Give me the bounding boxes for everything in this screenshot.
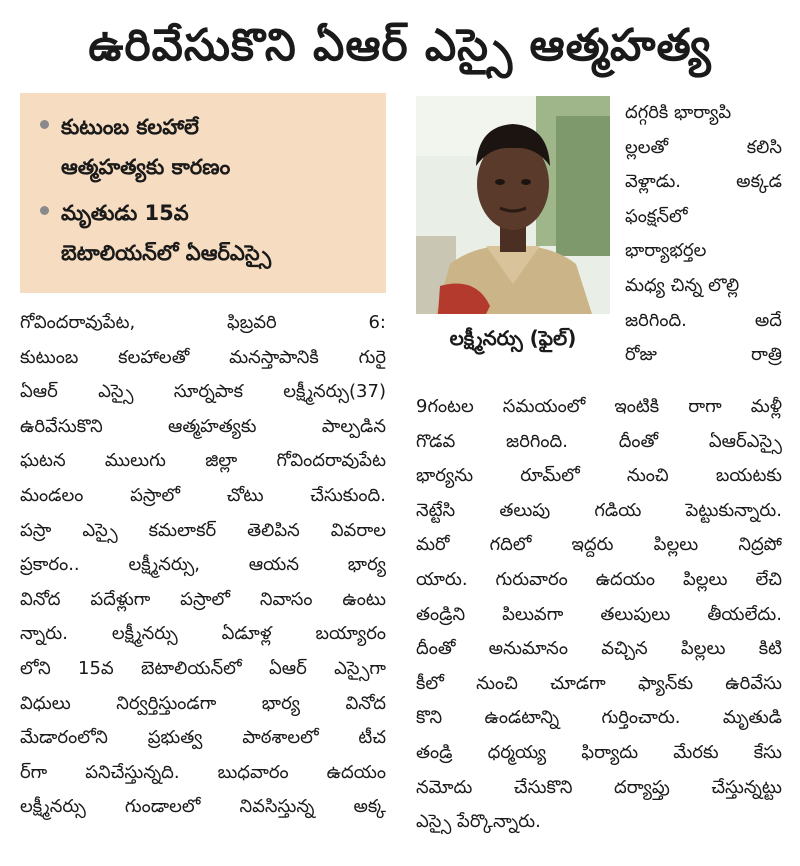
article-line: నమోదు చేసుకొని దర్యాప్తు చేస్తున్నట్టు — [416, 776, 782, 798]
article-line: తండ్రి ధర్మయ్య ఫిర్యాదు మేరకు కేసు — [416, 741, 782, 763]
article-line: దగ్గరికి భార్యాపి — [625, 102, 732, 123]
article-left-column — [20, 306, 386, 825]
highlights-box — [20, 93, 386, 293]
article-line: విధులు నిర్వర్తిస్తుండగా భార్య వినోద — [20, 692, 386, 714]
article-line: ఎస్సై పేర్కొన్నారు. — [416, 811, 541, 833]
portrait-photo — [416, 96, 610, 314]
highlight-item — [40, 193, 376, 273]
highlight-line: బెటాలియన్‌లో ఏఆర్ఎస్సై — [61, 241, 272, 265]
article-line: వినోద పదేళ్లుగా పస్రాలో నివాసం ఉంటు — [20, 588, 386, 610]
article-line: 9గంటల సమయంలో ఇంటికి రాగా మళ్లీ — [416, 396, 782, 417]
article-line: ల్లలతో కలిసి — [625, 136, 782, 158]
article-line: తండ్రిని పిలువగా తలుపులు తీయలేదు. — [416, 603, 782, 625]
portrait-photo-icon — [416, 96, 610, 314]
article-line: కీలో నుంచి చూడగా ఫ్యాన్‌కు ఉరివేసు — [416, 672, 782, 694]
article-line: నెట్టేసి తలుపు గడియ పెట్టుకున్నారు. — [416, 499, 782, 521]
article-line: వెళ్లాడు. అక్కడ — [625, 171, 782, 193]
article-line: యారు. గురువారం ఉదయం పిల్లలు లేచి — [416, 568, 782, 590]
article-line: దీంతో అనుమానం వచ్చిన పిల్లలు కిటి — [416, 638, 782, 660]
article-line: ఫంక్షన్‌లో — [625, 205, 688, 227]
article-line: ప్రకారం.. లక్ష్మీనర్సు, ఆయన భార్య — [20, 554, 386, 576]
highlight-line: కుటుంబ కలహాలే — [61, 115, 199, 139]
highlight-line: మృతుడు 15వ — [61, 201, 189, 225]
photo-caption: లక్ష్మీనర్సు (ఫైల్) — [449, 326, 577, 350]
article-line: న్నారు. లక్ష్మీనర్సు ఏడూళ్ల బయ్యారం — [20, 623, 386, 645]
highlight-item — [40, 107, 376, 187]
bullet-icon — [40, 120, 49, 129]
article-line: లక్ష్మీనర్సు గుండాలలో నివసిస్తున్న అక్క — [20, 796, 386, 818]
highlight-line: ఆత్మహత్యకు కారణం — [61, 155, 231, 179]
article-right-top-column — [625, 96, 782, 373]
article-line: ఏఆర్ ఎస్సై సూర్నపాక లక్ష్మీనర్సు(37) — [20, 381, 386, 403]
headline: ఉరివేసుకొని ఏఆర్ ఎస్సై ఆత్మహత్య — [88, 20, 712, 71]
article-line: మధ్య చిన్న లొల్లి — [625, 274, 740, 296]
article-right-bottom-column — [416, 390, 782, 840]
article-line: కుటుంబ కలహాలతో మనస్తాపానికి గురై — [20, 346, 386, 368]
article-line: మేడారంలోని ప్రభుత్వ పాఠశాలలో టీచ — [20, 727, 386, 749]
article-line: భార్యాభర్తల — [625, 240, 707, 262]
article-line: రోజు రాత్రి — [625, 344, 782, 366]
article-line: కొని ఉండటాన్ని గుర్తించారు. మృతుడి — [416, 707, 782, 729]
article-line: మండలం పస్రాలో చోటు చేసుకుంది. — [20, 484, 386, 506]
article-line: పస్రా ఎస్సై కమలాకర్ తెలిపిన వివరాల — [20, 519, 386, 541]
article-line: మరో గదిలో ఇద్దరు పిల్లలు నిద్రపో — [416, 534, 782, 556]
article-line: ఉరివేసుకొని ఆత్మహత్యకు పాల్పడిన — [20, 415, 386, 437]
bullet-icon — [40, 206, 49, 215]
article-line: ఘటన ములుగు జిల్లా గోవిందరావుపేట — [20, 450, 386, 472]
article-line: ర్‌గా పనిచేస్తున్నది. బుధవారం ఉదయం — [20, 761, 386, 783]
article-line: జరిగింది. అదే — [625, 309, 782, 331]
article-line: గోవిందరావుపేట, ఫిబ్రవరి 6: — [20, 312, 386, 333]
article-line: భార్యను రూమ్‌లో నుంచి బయటకు — [416, 465, 782, 487]
article-line: లోని 15వ బెటాలియన్‌లో ఏఆర్ ఎస్సైగా — [20, 657, 386, 679]
article-line: గొడవ జరిగింది. దీంతో ఏఆర్ఎస్సై — [416, 430, 782, 452]
